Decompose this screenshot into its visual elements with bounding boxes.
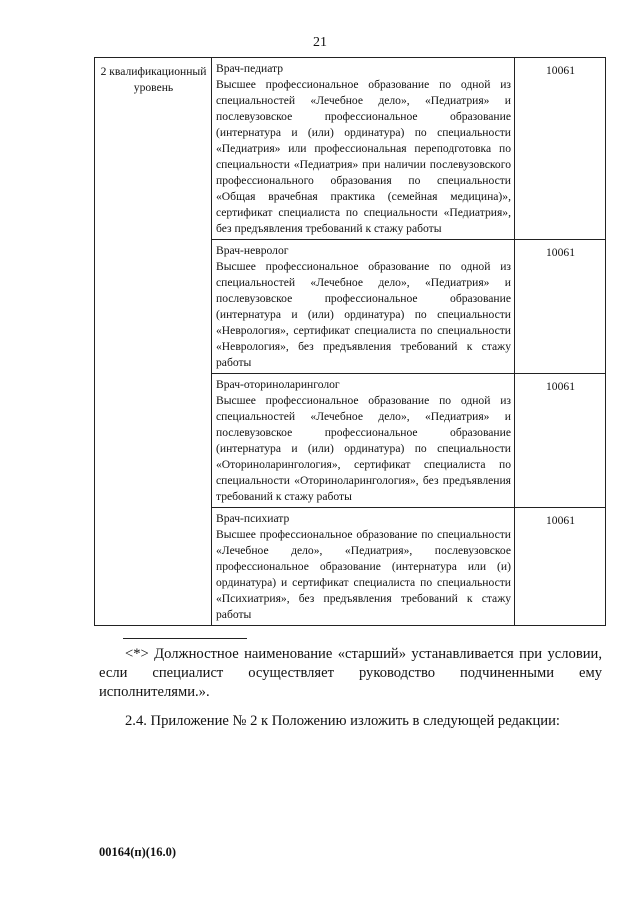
position-cell <box>212 508 515 626</box>
footnote-divider <box>123 638 247 639</box>
position-code: 10061 <box>515 374 606 508</box>
footnote: <*> Должностное наименование «старший» устанавливается при условии, если специалист осуществляет руководство подчиненными ему исполнителями.». <box>99 646 602 700</box>
position-cell <box>212 374 515 508</box>
position-title: Врач-педиатр <box>216 62 284 75</box>
positions-table <box>94 57 606 626</box>
position-code: 10061 <box>515 240 606 374</box>
position-title: Врач-невролог <box>216 244 289 257</box>
position-cell <box>212 240 515 374</box>
position-code: 10061 <box>515 508 606 626</box>
document-code: 00164(п)(16.0) <box>99 845 176 859</box>
position-requirements: Высшее профессиональное образование по одной из специальностей «Лечебное дело», «Педиатрия» и послевузовское профессиональное образование (интернатура и (или) ординатура) по специальности «Педиатрия» или профессиональная переподготовка по специальности «Педиатрия» при наличии послевузовского профессионального образования по специальности «Общая врачебная практика (семейная медицина)», сертификат специалиста по специальности «Педиатрия», без предъявления требований к стажу работы <box>216 78 511 235</box>
qualification-level-cell: 2 квалификационный уровень <box>95 58 212 626</box>
table-row <box>95 58 606 240</box>
position-requirements: Высшее профессиональное образование по специальности «Лечебное дело», «Педиатрия», послевузовское профессиональное образование (интернатура или (и) ординатура) и сертификат специалиста по специальности «Психиатрия», без предъявления требований к стажу работы <box>216 528 511 621</box>
position-cell <box>212 58 515 240</box>
position-code: 10061 <box>515 58 606 240</box>
position-requirements: Высшее профессиональное образование по одной из специальностей «Лечебное дело», «Педиатрия» и послевузовское профессиональное образование (интернатура и (или) ординатура) по специальности «Оториноларингология», сертификат специалиста по специальности «Оториноларингология», без предъявления требований к стажу работы <box>216 394 511 503</box>
page-number: 21 <box>313 35 327 50</box>
position-title: Врач-оториноларинголог <box>216 378 340 391</box>
amendment-paragraph: 2.4. Приложение № 2 к Положению изложить в следующей редакции: <box>125 713 560 729</box>
position-requirements: Высшее профессиональное образование по одной из специальностей «Лечебное дело», «Педиатрия» и послевузовское профессиональное образование (интернатура и (или) ординатура) по специальности «Неврология», сертификат специалиста по специальности «Неврология», без предъявления требований к стажу работы <box>216 260 511 369</box>
position-title: Врач-психиатр <box>216 512 290 525</box>
